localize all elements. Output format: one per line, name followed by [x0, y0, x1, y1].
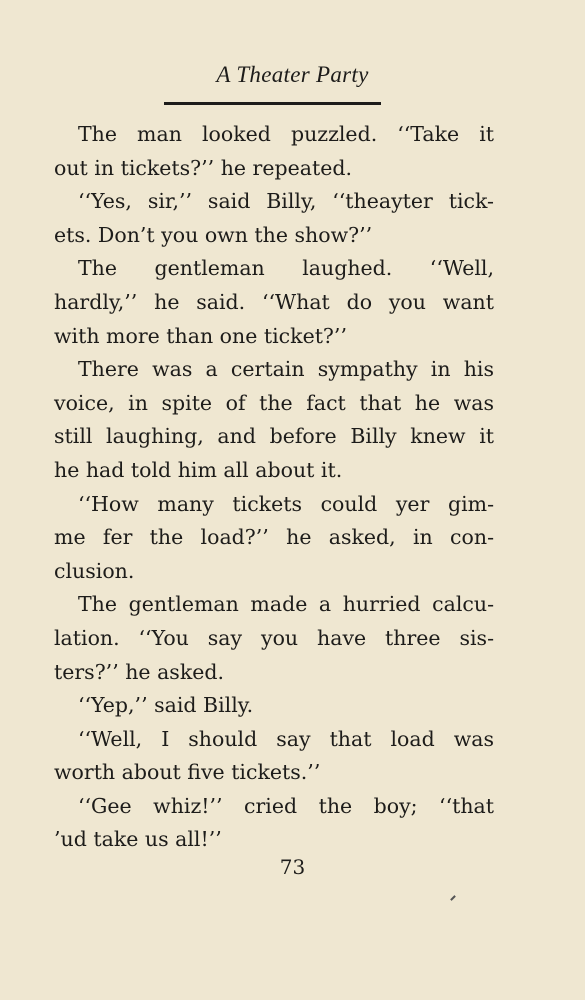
- text-line: still laughing, and before Billy knew it: [54, 424, 494, 449]
- text-line: There was a certain sympathy in his: [78, 357, 494, 382]
- running-head-title: A Theater Party: [216, 62, 369, 87]
- text-line: lation. ‘‘You say you have three sis-: [54, 625, 494, 650]
- paper-speck: [450, 895, 456, 901]
- text-line: ‘‘Yep,’’ said Billy.: [78, 693, 254, 718]
- text-line: ‘‘Yes, sir,’’ said Billy, ‘‘theayter tick-: [78, 189, 494, 214]
- text-line: hardly,’’ he said. ‘‘What do you want: [54, 289, 494, 314]
- text-line: me fer the load?’’ he asked, in con-: [54, 525, 494, 550]
- text-line: The man looked puzzled. ‘‘Take it: [78, 122, 494, 146]
- text-line: he had told him all about it.: [54, 457, 343, 482]
- text-line: worth about five tickets.’’: [54, 760, 321, 785]
- text-line: out in tickets?’’ he repeated.: [54, 155, 352, 180]
- text-line: ‘‘Well, I should say that load was: [78, 726, 494, 751]
- text-line: The gentleman made a hurried calcu-: [78, 592, 494, 617]
- text-line: clusion.: [54, 558, 135, 583]
- text-line: ’ud take us all!’’: [54, 827, 222, 852]
- text-line: ters?’’ he asked.: [54, 659, 225, 684]
- page-number: 73: [279, 855, 306, 879]
- text-line: with more than one ticket?’’: [54, 323, 347, 348]
- text-line: voice, in spite of the fact that he was: [54, 390, 494, 415]
- text-line: The gentleman laughed. ‘‘Well,: [78, 256, 494, 281]
- text-line: ‘‘How many tickets could yer gim-: [78, 491, 494, 516]
- text-line: ets. Don’t you own the show?’’: [54, 222, 373, 247]
- header-rule: [164, 102, 381, 105]
- body-text: [54, 118, 494, 857]
- text-line: ‘‘Gee whiz!’’ cried the boy; ‘‘that: [78, 793, 494, 818]
